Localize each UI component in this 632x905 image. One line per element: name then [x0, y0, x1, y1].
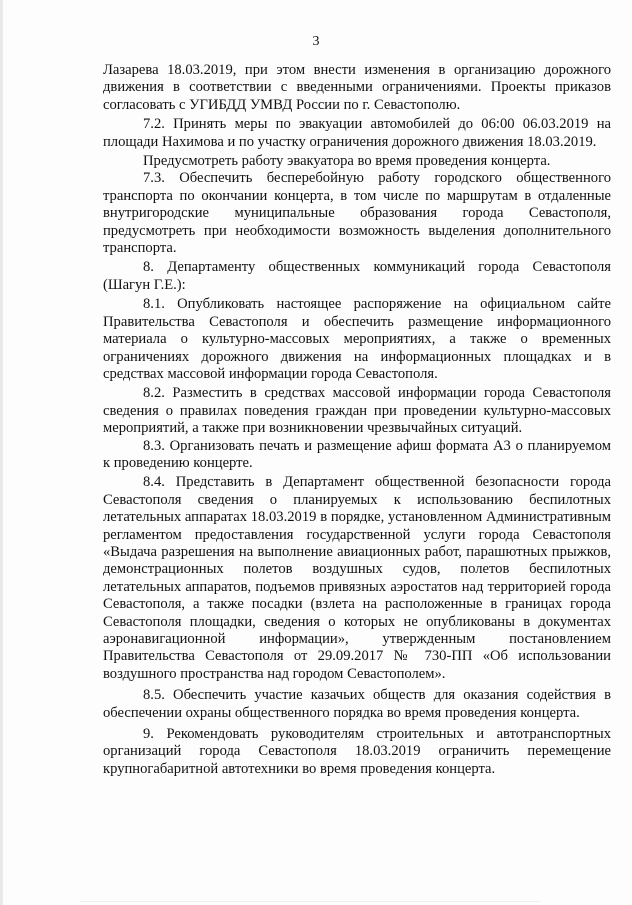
paragraph-7-3: 7.3. Обеспечить бесперебойную работу городского общественного транспорта по окончании концерта, в том числе по маршрутам в отдаленные внутригородские муниципальные образования города Севастополя, предусмотреть при необходимости возможность выделения дополнительного транспорта.	[103, 170, 611, 257]
paragraph-8-5: 8.5. Обеспечить участие казачьих обществ для оказания содействия в обеспечении охраны общественного порядка во время проведения концерта.	[103, 687, 611, 721]
paragraph-8: 8. Департаменту общественных коммуникаций города Севастополя (Шагун Г.Е.):	[103, 259, 611, 293]
paragraph-8-4: 8.4. Представить в Департамент общественной безопасности города Севастополя сведения о планируемых к использованию беспилотных летательных аппаратах 18.03.2019 в порядке, установленном Административным регламентом предоставления государственной услуги города Севастополя «Выдача разрешения на выполнение авиационных работ, парашютных прыжков, демонстрационных полетов воздушных судов, полетов беспилотных летательных аппаратов, подъемов привязных аэростатов над территорией города Севастополя, а также посадки (взлета на расположенные в границах города Севастополя площадки, сведения о которых не опубликованы в документах аэронавигационной информации», утвержденным постановлением Правительства Севастополя от 29.09.2017 № 730-ПП «Об использовании воздушного пространства над городом Севастополем».	[103, 474, 611, 682]
page-number: 3	[312, 34, 320, 49]
paragraph-8-3: 8.3. Организовать печать и размещение афиш формата А3 о планируемом к проведению концерте.	[103, 437, 611, 471]
paragraph-evacuator: Предусмотреть работу эвакуатора во время проведения концерта.	[143, 153, 551, 170]
paragraph-8-1: 8.1. Опубликовать настоящее распоряжение на официальном сайте Правительства Севастополя и обеспечить размещение информационного материала о культурно-массовых мероприятиях, а также о временных ограничениях дорожного движения на информационных площадках и в средствах массовой информации города Севастополя.	[103, 296, 611, 382]
scan-edge	[0, 0, 3, 905]
paragraph-9: 9. Рекомендовать руководителям строительных и автотранспортных организаций города Севастополя 18.03.2019 ограничить перемещение крупногабаритной автотехники во время проведения концерта.	[103, 726, 611, 777]
document-body	[103, 62, 611, 778]
scan-bottom-edge	[80, 901, 540, 902]
paragraph-7-2: 7.2. Принять меры по эвакуации автомобилей до 06:00 06.03.2019 на площади Нахимова и по участку ограничения дорожного движения 18.03.2019.	[103, 116, 611, 150]
paragraph-8-2: 8.2. Разместить в средствах массовой информации города Севастополя сведения о правилах поведения граждан при проведении культурно-массовых мероприятий, а также при возникновении чрезвычайных ситуаций.	[103, 385, 611, 437]
paragraph-continuation: Лазарева 18.03.2019, при этом внести изменения в организацию дорожного движения в соответствии с введенными ограничениями. Проекты приказов согласовать с УГИБДД УМВД России по г. Севастополю.	[103, 62, 611, 113]
